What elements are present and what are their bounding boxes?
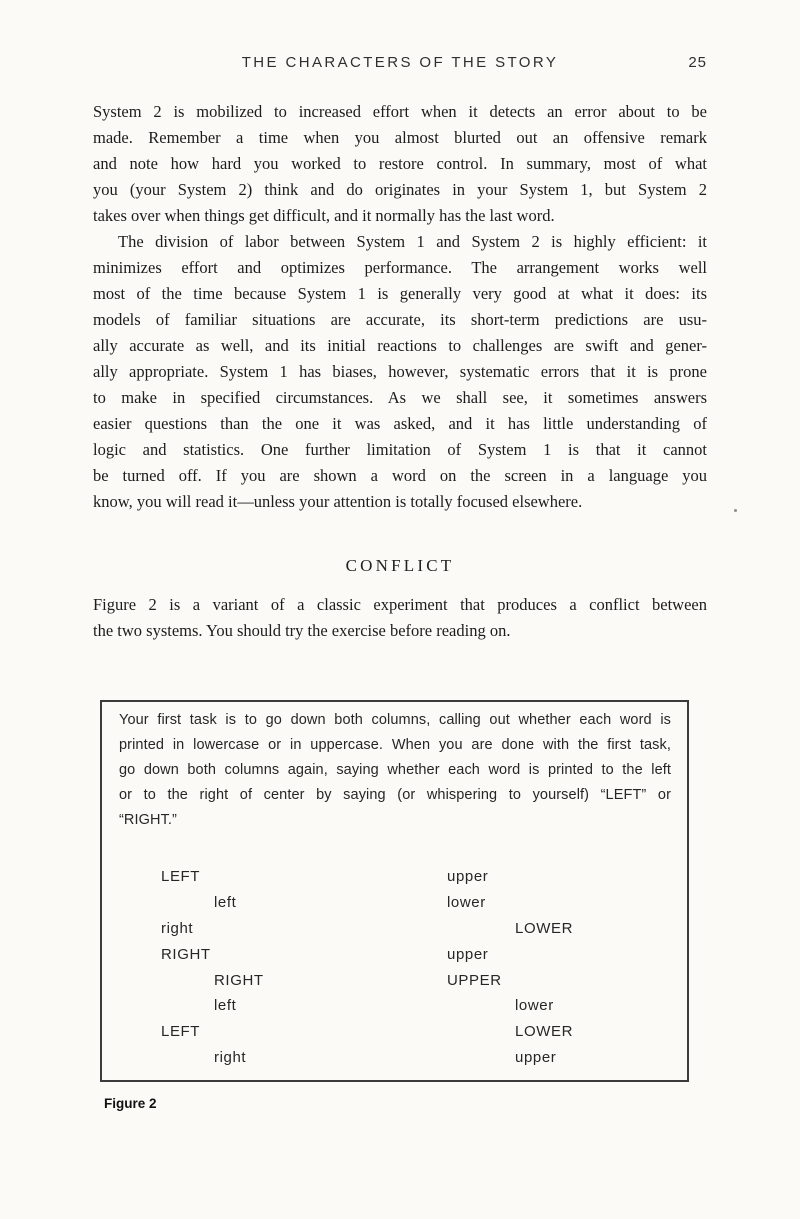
figure-word-left: right <box>161 919 194 937</box>
page-header <box>93 54 707 71</box>
figure-word-right: lower <box>515 997 554 1015</box>
figure-word-right: UPPER <box>447 971 502 989</box>
text-line: most of the time because System 1 is generally very good at what it does: its <box>93 284 707 303</box>
text-line: and note how hard you worked to restore control. In summary, most of what <box>93 154 707 173</box>
text-line: know, you will read it—unless your attention is totally focused elsewhere. <box>93 492 583 511</box>
word-row <box>102 1019 687 1045</box>
text-line: minimizes effort and optimizes performance. The arrangement works well <box>93 258 707 277</box>
text-line: the two systems. You should try the exercise before reading on. <box>93 621 511 640</box>
text-line: easier questions than the one it was asked, and it has little understanding of <box>93 414 707 433</box>
figure-word-right: upper <box>447 945 489 963</box>
figure-word-left: left <box>214 893 237 911</box>
text-line: made. Remember a time when you almost blurted out an offensive remark <box>93 128 707 147</box>
figure-word-right: upper <box>515 1049 557 1067</box>
figure-word-left: LEFT <box>161 868 201 885</box>
word-row <box>102 890 687 916</box>
figure-box <box>100 700 689 1082</box>
text-line: System 2 is mobilized to increased effort when it detects an error about to be <box>93 102 707 121</box>
page-number: 25 <box>688 54 707 71</box>
body-text <box>93 99 707 515</box>
figure-instructions <box>119 708 671 833</box>
text-line: “RIGHT.” <box>119 812 177 828</box>
text-line: ally appropriate. System 1 has biases, however, systematic errors that it is prone <box>93 362 707 381</box>
text-line: ally accurate as well, and its initial reactions to challenges are swift and gener- <box>93 336 707 355</box>
text-line: you (your System 2) think and do originates in your System 1, but System 2 <box>93 180 707 199</box>
text-line: be turned off. If you are shown a word on the screen in a language you <box>93 466 707 485</box>
paragraph <box>93 229 707 515</box>
text-line: Figure 2 is a variant of a classic experiment that produces a conflict between <box>93 595 707 614</box>
text-line: The division of labor between System 1 and System 2 is highly efficient: it <box>118 232 707 251</box>
word-row <box>102 864 687 890</box>
word-row <box>102 916 687 942</box>
text-line: or to the right of center by saying (or whispering to yourself) “LEFT” or <box>119 787 671 803</box>
text-line: takes over when things get difficult, and it normally has the last word. <box>93 206 555 225</box>
text-line: to make in specified circumstances. As we shall see, it sometimes answers <box>93 388 707 407</box>
running-head-title: THE CHARACTERS OF THE STORY <box>241 54 559 71</box>
section-heading: CONFLICT <box>345 556 455 575</box>
text-line: models of familiar situations are accurate, its short-term predictions are usu- <box>93 310 707 329</box>
word-row <box>102 1045 687 1071</box>
figure-word-left: left <box>214 997 237 1015</box>
conflict-intro-paragraph <box>93 592 707 644</box>
figure-word-left: RIGHT <box>161 945 211 963</box>
word-row <box>102 942 687 968</box>
figure-word-left: RIGHT <box>214 971 264 989</box>
scan-speck <box>734 509 737 512</box>
text-line: Your first task is to go down both columns, calling out whether each word is <box>119 712 671 728</box>
figure-word-grid <box>102 864 687 1071</box>
figure-word-left: LEFT <box>161 1023 201 1041</box>
text-line: printed in lowercase or in uppercase. When you are done with the first task, <box>119 737 671 753</box>
figure-caption: Figure 2 <box>104 1096 157 1111</box>
word-row <box>102 993 687 1019</box>
figure-word-left: right <box>214 1049 247 1067</box>
figure-word-right: lower <box>447 893 486 911</box>
figure-word-right: LOWER <box>515 919 574 937</box>
figure-word-right: LOWER <box>515 1023 574 1041</box>
text-line: logic and statistics. One further limitation of System 1 is that it cannot <box>93 440 707 459</box>
word-row <box>102 968 687 994</box>
paragraph <box>93 99 707 229</box>
text-line: go down both columns again, saying whether each word is printed to the left <box>119 762 671 778</box>
figure-word-right: upper <box>447 868 489 885</box>
